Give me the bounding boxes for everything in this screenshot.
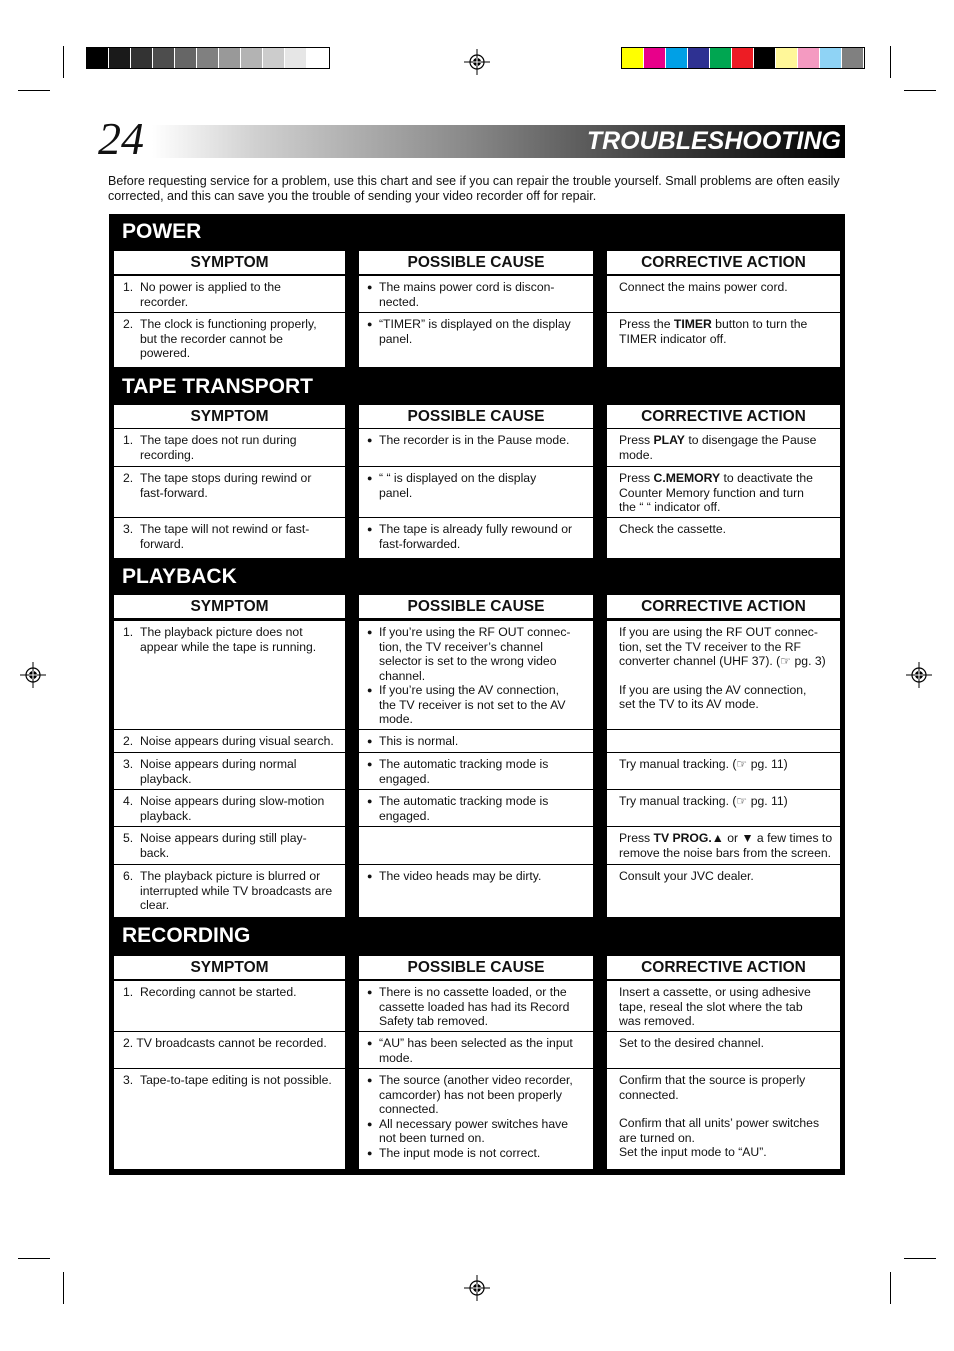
- cause-cell: [359, 313, 593, 367]
- cause-item: [367, 1116, 587, 1146]
- symptom-cell: [114, 827, 345, 864]
- bullet-icon: ●: [367, 627, 373, 637]
- bullet-icon: ●: [367, 1075, 373, 1085]
- color-swatch: [754, 48, 776, 68]
- action-cell: [607, 730, 840, 752]
- symptom-cell: [114, 1069, 345, 1169]
- gray-swatch: [153, 48, 175, 68]
- section-title: TAPE TRANSPORT: [122, 375, 313, 398]
- symptom-cell: [114, 276, 345, 312]
- cause-text: “ “ is displayed on the display: [379, 471, 537, 485]
- row-number: 2.: [123, 734, 134, 748]
- symptom-cell: [114, 730, 345, 752]
- row-number: 1.: [123, 625, 134, 639]
- cause-cell: [359, 730, 593, 752]
- cause-cell: [359, 621, 593, 729]
- symptom-text: The playback picture does not: [140, 625, 303, 639]
- bullet-icon: ●: [367, 1118, 373, 1129]
- action-text: [619, 1102, 834, 1116]
- bullet-icon: ●: [367, 685, 373, 695]
- cause-item: [367, 794, 587, 823]
- symptom-text: forward.: [140, 536, 185, 551]
- row-number: 1.: [123, 433, 134, 447]
- color-swatch: [688, 48, 710, 68]
- cause-text: The recorder is in the Pause mode.: [379, 433, 570, 447]
- symptom-cell: [114, 313, 345, 367]
- symptom-text: The playback picture is blurred or: [140, 869, 321, 883]
- action-cell: [607, 467, 840, 517]
- color-swatch: [710, 48, 732, 68]
- cause-cell: [359, 865, 593, 917]
- cause-text: camcorder) has not been properly: [379, 1087, 562, 1102]
- cause-text: The input mode is not correct.: [379, 1145, 541, 1160]
- row-number: 3.: [123, 757, 134, 771]
- action-text: remove the noise bars from the screen.: [619, 845, 832, 860]
- action-header: CORRECTIVE ACTION: [607, 595, 840, 618]
- action-text: tape, reseal the slot where the tab: [619, 999, 803, 1014]
- action-text: If you are using the AV connection,: [619, 682, 807, 697]
- color-swatch: [644, 48, 666, 68]
- action-text: tion, set the TV receiver to the RF: [619, 639, 801, 654]
- gray-calibration-strip: [86, 47, 330, 69]
- crop-mark: [18, 90, 50, 91]
- cause-cell: [359, 1069, 593, 1169]
- color-swatch: [776, 48, 798, 68]
- action-text: If you are using the RF OUT connec-: [619, 625, 818, 639]
- cause-text: The video heads may be dirty.: [379, 869, 542, 883]
- cause-text: panel.: [379, 331, 413, 346]
- crop-mark: [63, 46, 64, 78]
- cause-text: The automatic tracking mode is: [379, 757, 549, 771]
- cause-item: [367, 869, 587, 884]
- action-text: the “ “ indicator off.: [619, 500, 721, 514]
- row-number: 3.: [123, 1073, 134, 1087]
- bullet-icon: ●: [367, 319, 373, 329]
- action-text: Press PLAY to disengage the Pause: [619, 433, 817, 447]
- gray-swatch: [109, 48, 131, 68]
- symptom-text: clear.: [140, 898, 170, 912]
- registration-mark-icon: [464, 1275, 490, 1301]
- symptom-text: TV broadcasts cannot be recorded.: [136, 1036, 327, 1050]
- symptom-text: playback.: [140, 771, 192, 786]
- bullet-icon: ●: [367, 524, 373, 534]
- symptom-text: The tape will not rewind or fast-: [140, 522, 310, 536]
- action-header: CORRECTIVE ACTION: [607, 956, 840, 979]
- cause-item: [367, 757, 587, 786]
- section-title: PLAYBACK: [122, 565, 237, 588]
- gray-swatch: [87, 48, 109, 68]
- action-text: Press C.MEMORY to deactivate the: [619, 471, 813, 485]
- symptom-header: SYMPTOM: [114, 405, 345, 428]
- symptom-text: The tape does not run during: [140, 433, 297, 447]
- cause-item: [367, 1073, 587, 1117]
- crop-mark: [904, 90, 936, 91]
- row-number: 4.: [123, 794, 134, 808]
- action-header: CORRECTIVE ACTION: [607, 251, 840, 274]
- action-text: connected.: [619, 1087, 679, 1102]
- bullet-icon: ●: [367, 282, 373, 292]
- crop-mark: [904, 1258, 936, 1259]
- cause-text: The source (another video recorder,: [379, 1073, 573, 1087]
- action-cell: [607, 1069, 840, 1169]
- action-text: set the TV to its AV mode.: [619, 697, 759, 711]
- registration-mark-icon: [20, 662, 46, 688]
- action-text: Try manual tracking. (☞ pg. 11): [619, 757, 788, 771]
- action-text: Press TV PROG.▲ or ▼ a few times to: [619, 831, 833, 845]
- cause-item: [367, 471, 587, 500]
- symptom-text: Tape-to-tape editing is not possible.: [140, 1073, 332, 1087]
- action-text: Connect the mains power cord.: [619, 280, 788, 294]
- crop-mark: [890, 1272, 891, 1304]
- symptom-cell: [114, 981, 345, 1031]
- action-text: converter channel (UHF 37). (☞ pg. 3): [619, 654, 826, 668]
- section-title: RECORDING: [122, 924, 251, 947]
- cause-text: “AU” has been selected as the input: [379, 1036, 573, 1050]
- symptom-cell: [114, 753, 345, 789]
- cause-header: POSSIBLE CAUSE: [359, 405, 593, 428]
- cause-item: [367, 1145, 587, 1161]
- symptom-header: SYMPTOM: [114, 595, 345, 618]
- row-number: 2.: [123, 1036, 137, 1050]
- cause-text: “TIMER” is displayed on the display: [379, 317, 571, 331]
- symptom-text: The tape stops during rewind or: [140, 471, 312, 485]
- cause-text: The automatic tracking mode is: [379, 794, 549, 808]
- bullet-icon: ●: [367, 871, 373, 881]
- symptom-text: Noise appears during slow-motion: [140, 794, 325, 808]
- cause-item: [367, 625, 587, 683]
- crop-mark: [63, 1272, 64, 1304]
- cause-cell: [359, 981, 593, 1031]
- symptom-text: interrupted while TV broadcasts are: [140, 883, 333, 898]
- cause-text: This is normal.: [379, 734, 459, 748]
- cause-text: nected.: [379, 294, 419, 309]
- action-text: Check the cassette.: [619, 522, 727, 536]
- cause-cell: [359, 790, 593, 826]
- symptom-text: recorder.: [140, 294, 189, 309]
- gray-swatch: [285, 48, 307, 68]
- color-calibration-strip: [621, 47, 865, 69]
- color-swatch: [820, 48, 842, 68]
- action-cell: [607, 518, 840, 558]
- symptom-cell: [114, 1032, 345, 1068]
- page-number: 24: [98, 113, 144, 164]
- gray-swatch: [263, 48, 285, 68]
- symptom-text: fast-forward.: [140, 485, 208, 500]
- color-swatch: [798, 48, 820, 68]
- cause-item: [367, 985, 587, 1029]
- cause-text: channel.: [379, 668, 426, 683]
- symptom-cell: [114, 518, 345, 558]
- row-number: 6.: [123, 869, 134, 883]
- action-cell: [607, 1032, 840, 1068]
- symptom-cell: [114, 467, 345, 517]
- action-text: mode.: [619, 447, 653, 462]
- action-cell: [607, 276, 840, 312]
- color-swatch: [842, 48, 864, 68]
- page-title: TROUBLESHOOTING: [586, 127, 841, 155]
- symptom-text: powered.: [140, 346, 191, 360]
- cause-header: POSSIBLE CAUSE: [359, 595, 593, 618]
- cause-cell: [359, 518, 593, 558]
- gray-swatch: [175, 48, 197, 68]
- cause-text: Safety tab removed.: [379, 1014, 489, 1028]
- row-number: 1.: [123, 985, 134, 999]
- symptom-text: Noise appears during normal: [140, 757, 297, 771]
- gray-swatch: [241, 48, 263, 68]
- action-cell: [607, 429, 840, 466]
- bullet-icon: ●: [367, 435, 373, 445]
- symptom-text: but the recorder cannot be: [140, 331, 283, 346]
- symptom-text: Noise appears during visual search.: [140, 734, 334, 748]
- bullet-icon: ●: [367, 987, 373, 997]
- gray-swatch: [219, 48, 241, 68]
- bullet-icon: ●: [367, 796, 373, 806]
- cause-text: engaged.: [379, 808, 430, 823]
- registration-mark-icon: [464, 49, 490, 75]
- symptom-cell: [114, 429, 345, 466]
- action-cell: [607, 753, 840, 789]
- registration-mark-icon: [906, 662, 932, 688]
- cause-cell: [359, 429, 593, 466]
- action-text: Counter Memory function and turn: [619, 485, 804, 500]
- crop-mark: [18, 1258, 50, 1259]
- action-text: Set to the desired channel.: [619, 1036, 764, 1050]
- title-banner: [152, 125, 845, 158]
- symptom-text: Recording cannot be started.: [140, 985, 297, 999]
- cause-text: cassette loaded has had its Record: [379, 999, 570, 1014]
- cause-text: All necessary power switches have: [379, 1116, 568, 1131]
- action-text: Set the input mode to “AU”.: [619, 1145, 767, 1159]
- intro-paragraph: Before requesting service for a problem, use this chart and see if you can repair the trouble yourself. Small problems are often easily corrected, and this can save you the trouble of sending your video recorder off for repair.: [108, 174, 840, 203]
- row-number: 3.: [123, 522, 134, 536]
- symptom-text: appear while the tape is running.: [140, 639, 317, 654]
- action-text: was removed.: [619, 1014, 695, 1028]
- cause-text: panel.: [379, 485, 413, 500]
- symptom-text: Noise appears during still play-: [140, 831, 307, 845]
- color-swatch: [622, 48, 644, 68]
- cause-item: [367, 1036, 587, 1065]
- action-text: Try manual tracking. (☞ pg. 11): [619, 794, 788, 808]
- action-cell: [607, 827, 840, 864]
- action-text: Press the TIMER button to turn the: [619, 317, 808, 331]
- symptom-cell: [114, 865, 345, 917]
- color-swatch: [666, 48, 688, 68]
- bullet-icon: ●: [367, 736, 373, 746]
- symptom-text: playback.: [140, 808, 192, 823]
- bullet-icon: ●: [367, 1038, 373, 1048]
- bullet-icon: ●: [367, 1147, 373, 1158]
- action-text: Confirm that all units’ power switches: [619, 1116, 820, 1130]
- cause-item: [367, 433, 587, 448]
- symptom-header: SYMPTOM: [114, 251, 345, 274]
- row-number: 2.: [123, 471, 134, 485]
- action-header: CORRECTIVE ACTION: [607, 405, 840, 428]
- symptom-text: The clock is functioning properly,: [140, 317, 317, 331]
- cause-text: The mains power cord is discon-: [379, 280, 555, 294]
- color-swatch: [732, 48, 754, 68]
- cause-text: selector is set to the wrong video: [379, 654, 557, 668]
- section-title: POWER: [122, 220, 202, 243]
- cause-text: engaged.: [379, 771, 430, 786]
- cause-item: [367, 522, 587, 551]
- bullet-icon: ●: [367, 473, 373, 483]
- gray-swatch: [197, 48, 219, 68]
- cause-text: If you’re using the RF OUT connec-: [379, 625, 571, 639]
- action-cell: [607, 981, 840, 1031]
- symptom-text: No power is applied to the: [140, 280, 281, 294]
- action-text: Consult your JVC dealer.: [619, 869, 754, 883]
- row-number: 5.: [123, 831, 134, 845]
- row-number: 2.: [123, 317, 134, 331]
- action-cell: [607, 790, 840, 826]
- cause-text: The tape is already fully rewound or: [379, 522, 573, 536]
- symptom-text: back.: [140, 845, 170, 860]
- cause-text: fast-forwarded.: [379, 536, 461, 551]
- symptom-text: recording.: [140, 447, 195, 462]
- action-text: [619, 669, 834, 683]
- gray-swatch: [307, 48, 329, 68]
- cause-item: [367, 317, 587, 346]
- symptom-cell: [114, 790, 345, 826]
- cause-cell: [359, 1032, 593, 1068]
- symptom-cell: [114, 621, 345, 729]
- cause-item: [367, 734, 587, 749]
- cause-text: connected.: [379, 1102, 439, 1116]
- cause-header: POSSIBLE CAUSE: [359, 956, 593, 979]
- cause-cell: [359, 467, 593, 517]
- cause-text: mode.: [379, 712, 413, 726]
- action-text: Confirm that the source is properly: [619, 1073, 806, 1087]
- cause-cell: [359, 753, 593, 789]
- action-text: Insert a cassette, or using adhesive: [619, 985, 811, 999]
- cause-text: mode.: [379, 1050, 413, 1065]
- action-cell: [607, 313, 840, 367]
- cause-text: not been turned on.: [379, 1131, 485, 1145]
- cause-text: If you’re using the AV connection,: [379, 683, 559, 697]
- cause-cell: [359, 276, 593, 312]
- cause-text: tion, the TV receiver’s channel: [379, 639, 543, 654]
- crop-mark: [890, 46, 891, 78]
- action-text: are turned on.: [619, 1130, 695, 1145]
- action-cell: [607, 621, 840, 729]
- action-cell: [607, 865, 840, 917]
- cause-cell: [359, 827, 593, 864]
- bullet-icon: ●: [367, 759, 373, 769]
- cause-item: [367, 280, 587, 309]
- row-number: 1.: [123, 280, 134, 294]
- cause-text: the TV receiver is not set to the AV: [379, 697, 566, 712]
- cause-item: [367, 683, 587, 727]
- action-text: TIMER indicator off.: [619, 331, 727, 346]
- gray-swatch: [131, 48, 153, 68]
- symptom-header: SYMPTOM: [114, 956, 345, 979]
- cause-header: POSSIBLE CAUSE: [359, 251, 593, 274]
- cause-text: There is no cassette loaded, or the: [379, 985, 567, 999]
